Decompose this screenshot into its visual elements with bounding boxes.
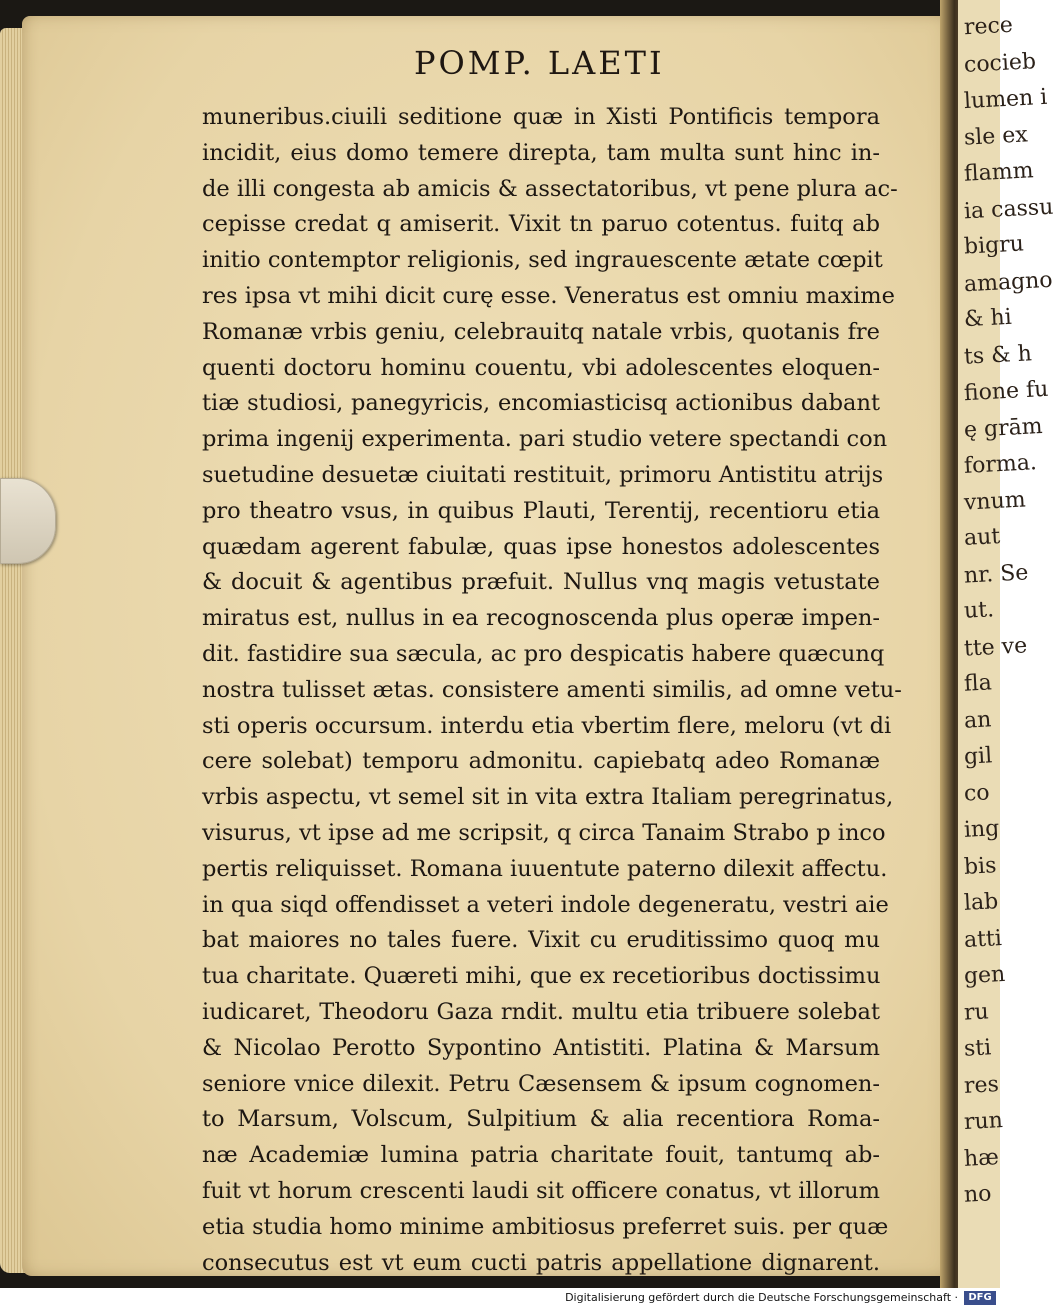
text-line: in qua siqd offendisset a veteri indole degeneratu, vestri aie [202,891,889,918]
facing-text-fragment: res [963,1071,1000,1099]
facing-text-fragment: gen [963,961,1006,990]
footer-bar [0,1288,1000,1309]
facing-text-fragment: cocieb [963,48,1037,78]
text-line: dit. fastidire sua sæcula, ac pro despicatis habere quæcunq [202,641,885,667]
facing-text-fragment: an [963,706,992,734]
text-line: nostra tulisset ætas. consistere amenti similis, ad omne vetu- [202,676,902,703]
facing-text-fragment: ia cassu [963,194,1054,224]
facing-text-fragment: fione fu [963,376,1050,407]
facing-text-fragment: ts & h [963,340,1033,370]
text-line: pro theatro vsus, in quibus Plauti, Terentij, recentioru etia [202,497,880,524]
running-header: POMP. LAETI [414,44,665,82]
text-line: vrbis aspectu, vt semel sit in vita extra Italiam peregrinatus, [202,784,894,811]
facing-text-fragment: flamm [963,158,1035,187]
text-line: cere solebat) temporu admonitu. capiebatq adeo Romanæ [202,748,880,775]
text-line: muneribus.ciuili seditione quæ in Xisti Pontificis tempora [202,104,880,130]
facing-text-fragment: bis [963,852,998,880]
footer-credit: Digitalisierung gefördert durch die Deutsche Forschungsgemeinschaft · [565,1291,958,1304]
text-line: consecutus est vt eum cucti patris appellatione dignarent. [202,1249,880,1276]
text-line: suetudine desuetæ ciuitati restituit, primoru Antistitu atrijs [202,462,884,488]
text-line: etia studia homo minime ambitiosus preferret suis. per quæ [202,1213,889,1240]
facing-text-fragment: & hi [963,304,1013,333]
text-line: Romanæ vrbis geniu, celebrauitq natale vrbis, quotanis fre [202,318,880,345]
facing-text-fragment: rece [963,12,1014,41]
text-line: miratus est, nullus in ea recognoscenda plus operæ impen- [202,605,880,632]
text-line: quædam agerent fabulæ, quas ipse honestos adolescentes [202,533,880,560]
facing-text-fragment: no [963,1181,993,1208]
facing-text-fragment: sti [963,1035,992,1062]
facing-text-fragment: vnum [963,486,1027,516]
facing-text-fragment: run [963,1108,1004,1135]
dfg-logo: DFG [964,1291,996,1305]
facing-text-fragment: lab [963,889,999,916]
text-line: sti operis occursum. interdu etia vbertim flere, meloru (vt di [202,712,892,739]
text-line: iudicaret, Theodoru Gaza rndit. multu etia tribuere solebat [202,999,880,1025]
text-line: cepisse credat q amiserit. Vixit tn paruo cotentus. fuitq ab [202,211,880,238]
text-line: de illi congesta ab amicis & assectatoribus, vt pene plura ac- [202,175,898,202]
facing-text-fragment: forma. [963,450,1038,479]
facing-text-fragment: bigru [963,231,1025,260]
facing-text-fragment: atti [963,925,1003,953]
facing-text-fragment: tte ve [963,632,1028,662]
facing-text-fragment: amagno [963,267,1054,297]
facing-text-fragment: fla [963,670,993,697]
text-line: tiæ studiosi, panegyricis, encomiasticisq actionibus dabant [202,390,880,417]
facing-text-fragment: ut. [963,597,995,624]
facing-text-fragment: hæ [963,1144,1000,1172]
text-line: & docuit & agentibus præfuit. Nullus vnq magis vetustate [202,569,880,596]
text-line: bat maiores no tales fuere. Vixit cu eruditissimo quoq mu [202,927,880,954]
facing-text-fragment: sle ex [963,121,1029,151]
text-line: quenti doctoru hominu couentu, vbi adolescentes eloquen- [202,354,880,381]
facing-text-fragment: lumen i [963,84,1048,115]
text-line: initio contemptor religionis, sed ingrauescente ætate cœpit [202,247,883,274]
facing-text-fragment: aut [963,524,1001,551]
facing-text-fragment: ing [963,816,1000,843]
facing-text-fragment: ru [963,998,990,1026]
facing-text-fragment: nr. Se [963,559,1029,589]
text-line: incidit, eius domo temere direpta, tam multa sunt hinc in- [202,139,880,166]
text-line: pertis reliquisset. Romana iuuentute paterno dilexit affectu. [202,855,888,882]
facing-text-fragment: ę grām [963,413,1044,443]
text-line: res ipsa vt mihi dicit curę esse. Veneratus est omniu maxime [202,283,895,309]
facing-text-fragment: co [963,779,991,807]
text-line: næ Academiæ lumina patria charitate fouit, tantumq ab- [202,1142,880,1169]
text-line: visurus, vt ipse ad me scripsit, q circa Tanaim Strabo p inco [202,820,886,846]
text-line: & Nicolao Perotto Sypontino Antistiti. Platina & Marsum [202,1034,880,1061]
text-line: prima ingenij experimenta. pari studio vetere spectandi con [202,426,888,453]
text-line: fuit vt horum crescenti laudi sit officere conatus, vt illorum [202,1178,880,1204]
text-line: tua charitate. Quæreti mihi, que ex recetioribus doctissimu [202,963,881,990]
text-line: seniore vnice dilexit. Petru Cæsensem & ipsum cognomen- [202,1070,880,1097]
facing-page [958,0,1054,1288]
text-line: to Marsum, Volscum, Sulpitium & alia recentiora Roma- [202,1106,880,1133]
facing-text-fragment: gil [963,743,993,770]
